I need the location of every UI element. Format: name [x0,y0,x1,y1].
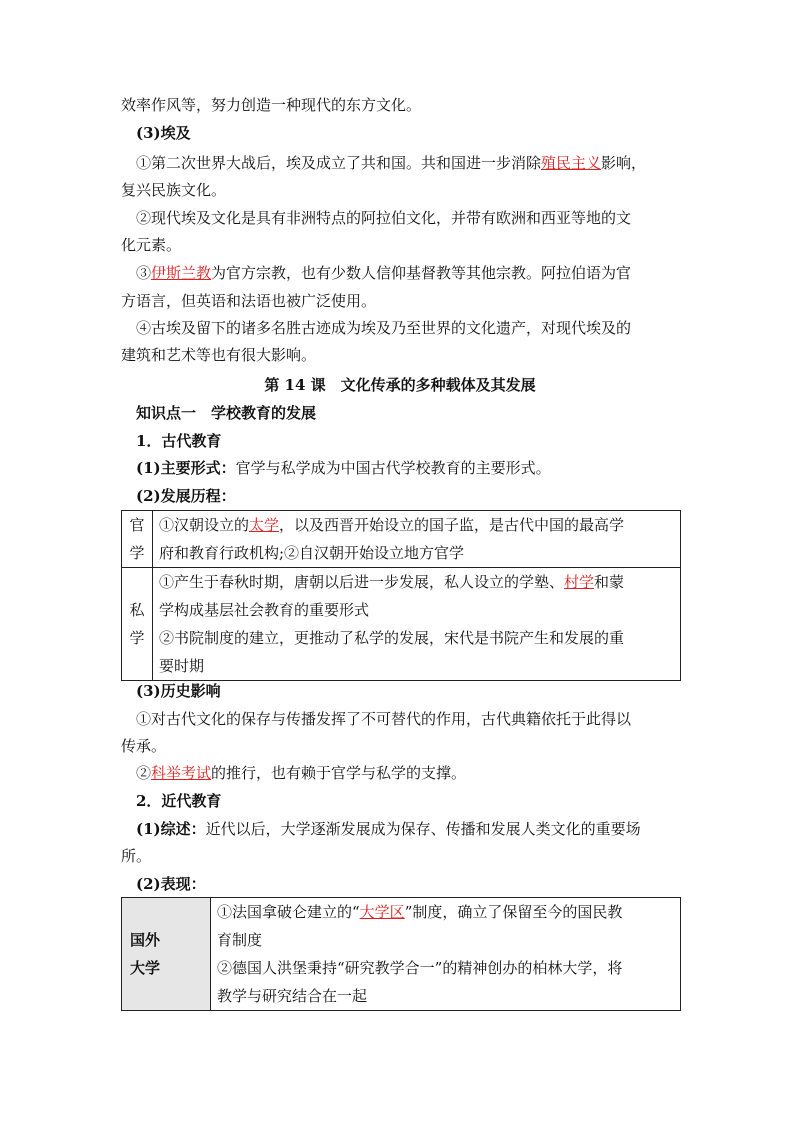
text: ①汉朝设立的 [159,516,250,534]
impact-label: (3)历史影响 [136,682,221,700]
ancient-education-table [121,510,681,681]
modern-education-table [121,897,681,1011]
main-form-line [136,455,696,482]
cell-line: 学构成基层社会教育的重要形式 [159,601,370,619]
cell-line [153,511,680,539]
section-heading: 2．近代教育 [136,792,222,810]
cell-line [153,568,680,596]
cell-line: 要时期 [159,657,205,675]
table-row [122,568,681,681]
table-row [122,511,681,568]
text: 为官方宗教，也有少数人信仰基督教等其他宗教。阿拉伯语为官 [211,264,632,282]
text: ①第二次世界大战后，埃及成立了共和国。共和国进一步消除 [136,154,542,172]
row-label [122,568,153,681]
row-content [153,511,681,568]
text: ①产生于春秋时期，唐朝以后进一步发展，私人设立的学塾、 [159,573,565,591]
paragraph-line: 复兴民族文化。 [121,181,227,199]
label-char: 学 [129,544,145,562]
paragraph-line: 效率作风等，努力创造一种现代的东方文化。 [121,96,422,114]
paragraph-line: 化元素。 [121,236,182,254]
cell-line: 教学与研究结合在一起 [217,987,368,1005]
text: 和蒙 [594,573,625,591]
text: ，以及西晋开始设立的国子监，是古代中国的最高学 [279,516,625,534]
row-label [122,511,153,568]
egypt-point-2: ②现代埃及文化是具有非洲特点的阿拉伯文化，并带有欧洲和西亚等地的文 [136,209,632,227]
label-text: 大学 [130,959,161,977]
egypt-point-1 [136,150,696,177]
highlight-term: 伊斯兰教 [151,264,212,282]
paragraph-line: 方语言，但英语和法语也被广泛使用。 [121,292,377,310]
egypt-point-4: ④古埃及留下的诸多名胜古迹成为埃及乃至世界的文化遗产，对现代埃及的 [136,319,632,337]
text: 近代以后，大学逐渐发展成为保存、传播和发展人类文化的重要场 [205,820,641,838]
knowledge-point-heading: 知识点一 学校教育的发展 [136,404,317,422]
highlight-term: 村学 [564,573,595,591]
table-row [122,898,681,1011]
highlight-term: 殖民主义 [541,154,602,172]
label-char: 官 [129,516,145,534]
row-content [211,898,681,1011]
summary-line [136,816,696,843]
egypt-point-3 [136,260,696,287]
row-label [122,898,211,1011]
label-char: 学 [129,629,145,647]
cell-line [211,898,680,926]
egypt-heading: (3)埃及 [136,124,191,142]
cell-line: 育制度 [217,931,263,949]
impact-point-2 [136,760,696,787]
text: 官学与私学成为中国古代学校教育的主要形式。 [235,459,551,477]
cell-line: ②书院制度的建立，更推动了私学的发展，宋代是书院产生和发展的重 [159,629,625,647]
development-label: (2)发展历程： [136,487,236,505]
cell-line: 府和教育行政机构;②自汉朝开始设立地方官学 [159,544,465,562]
paragraph-line: 传承。 [121,737,167,755]
label-char: 私 [129,601,145,619]
label-text: 国外 [130,931,161,949]
cell-line: ②德国人洪堡秉持“研究教学合一”的精神创办的柏林大学，将 [217,959,623,977]
performance-label: (2)表现： [136,875,206,893]
text: 影响， [601,154,647,172]
text: ② [136,764,152,782]
highlight-term: 大学区 [359,903,405,921]
label: (1)主要形式： [136,459,236,477]
text: ”制度，确立了保留至今的国民教 [404,903,623,921]
highlight-term: 太学 [249,516,280,534]
text: ①法国拿破仑建立的“ [217,903,360,921]
impact-point-1: ①对古代文化的保存与传播发挥了不可替代的作用，古代典籍依托于此得以 [136,710,632,728]
text: 的推行，也有赖于官学与私学的支撑。 [211,764,467,782]
row-content [153,568,681,681]
text: ③ [136,264,152,282]
highlight-term: 科举考试 [151,764,212,782]
lesson-title: 第 14 课 文化传承的多种载体及其发展 [264,376,536,394]
paragraph-line: 建筑和艺术等也有很大影响。 [121,346,317,364]
paragraph-line: 所。 [121,847,152,865]
label: (1)综述： [136,820,206,838]
section-heading: 1．古代教育 [136,432,222,450]
